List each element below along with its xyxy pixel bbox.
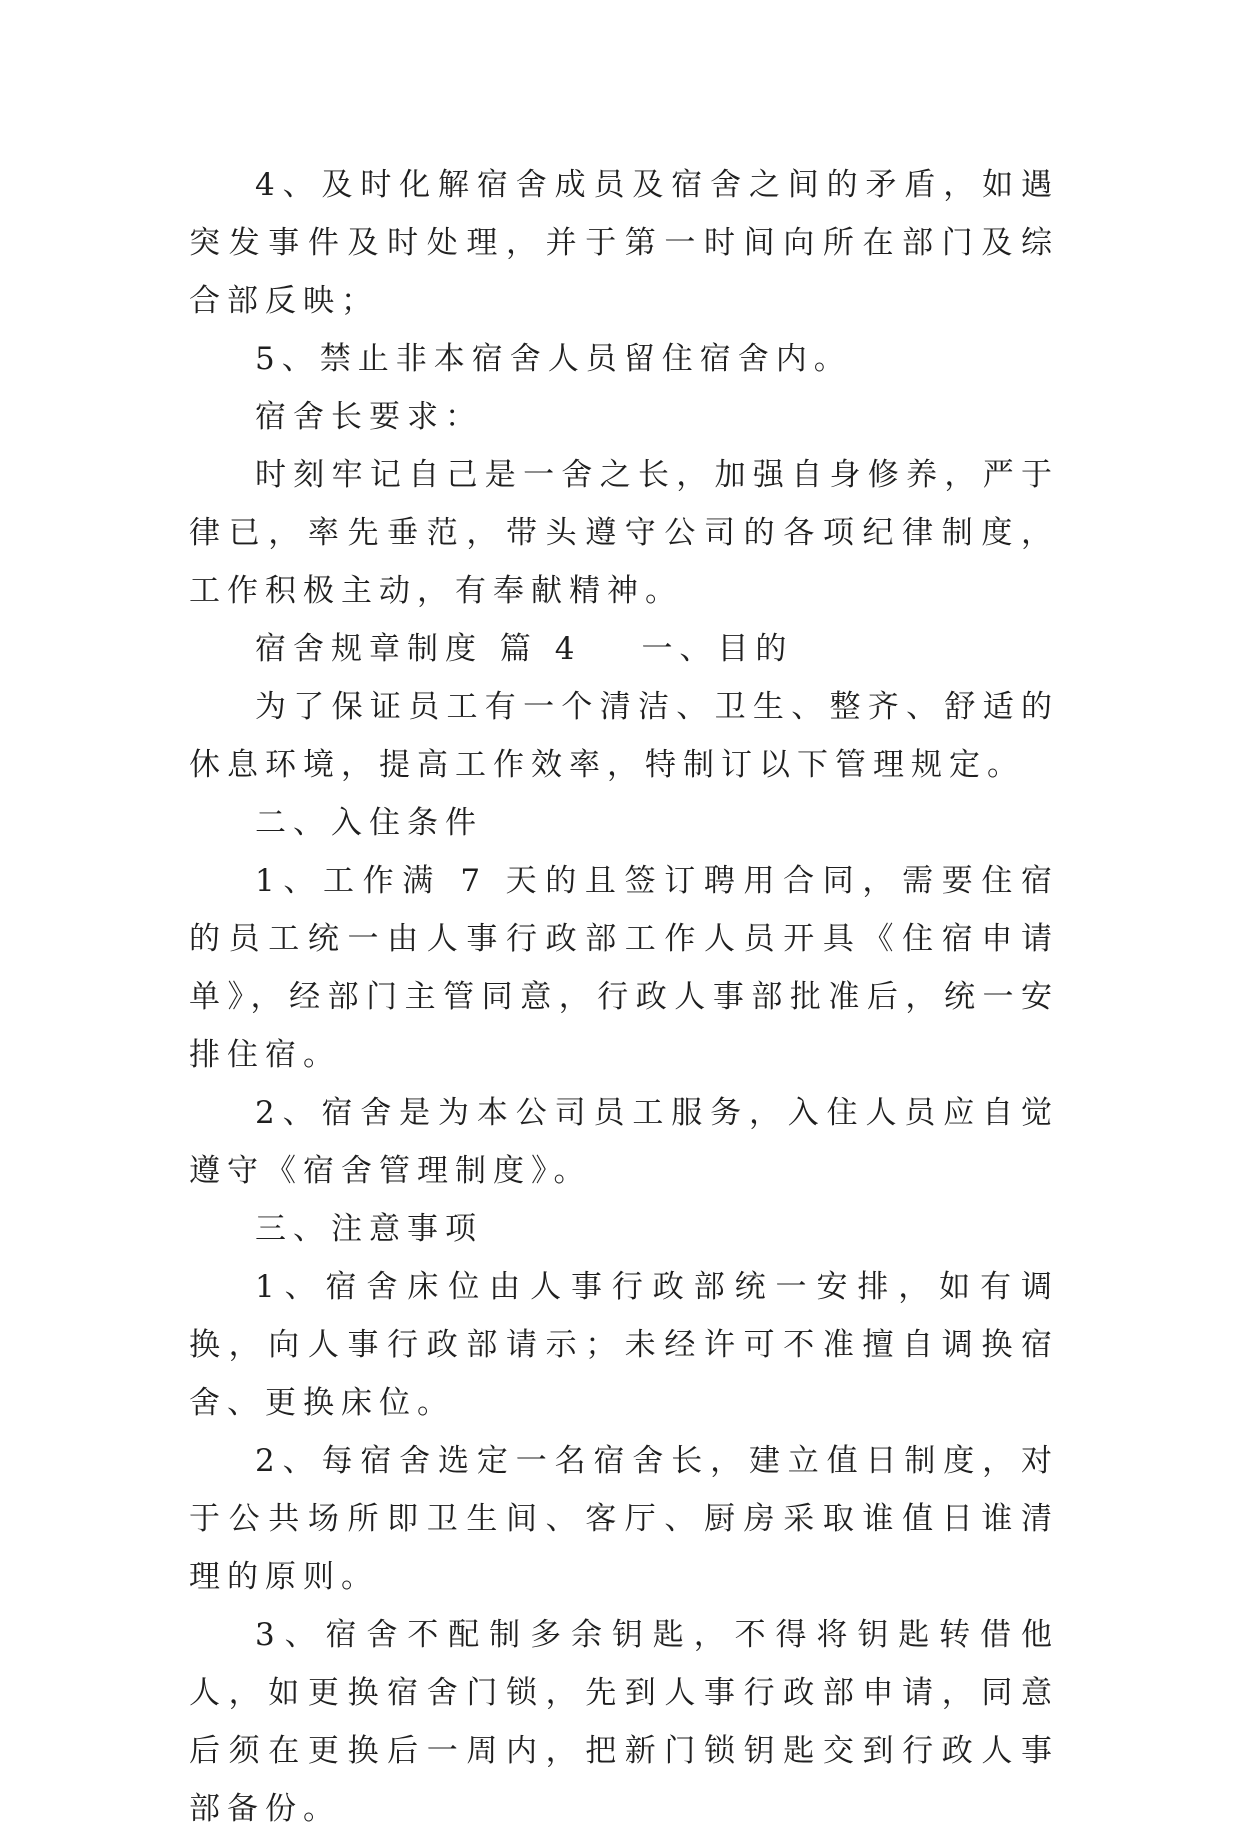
paragraph-item-4: 4、及时化解宿舍成员及宿舍之间的矛盾，如遇突发事件及时处理，并于第一时间向所在部门及综合部反映；	[189, 167, 1059, 319]
purpose-paragraph: 为了保证员工有一个清洁、卫生、整齐、舒适的休息环境，提高工作效率，特制订以下管理规定。	[189, 689, 1059, 783]
document-body	[189, 156, 1059, 1838]
paragraph-item-5: 5、禁止非本宿舍人员留住宿舍内。	[255, 341, 852, 377]
notes-heading: 三、注意事项	[255, 1211, 483, 1247]
section-heading	[189, 620, 1059, 678]
section-title: 宿舍规章制度	[255, 631, 483, 667]
checkin-conditions-heading: 二、入住条件	[255, 805, 483, 841]
section-part: 篇 4	[499, 631, 582, 667]
checkin-item-1: 1、工作满 7 天的且签订聘用合同，需要住宿的员工统一由人事行政部工作人员开具《住宿申请单》，经部门主管同意，行政人事部批准后，统一安排住宿。	[189, 863, 1059, 1073]
notes-item-1: 1、宿舍床位由人事行政部统一安排，如有调换，向人事行政部请示；未经许可不准擅自调换宿舍、更换床位。	[189, 1269, 1059, 1421]
purpose-heading: 一、目的	[641, 631, 794, 667]
dorm-leader-requirements: 时刻牢记自己是一舍之长，加强自身修养，严于律已，率先垂范，带头遵守公司的各项纪律制度，工作积极主动，有奉献精神。	[189, 457, 1059, 609]
checkin-item-2: 2、宿舍是为本公司员工服务，入住人员应自觉遵守《宿舍管理制度》。	[189, 1095, 1059, 1189]
notes-item-2: 2、每宿舍选定一名宿舍长，建立值日制度，对于公共场所即卫生间、客厅、厨房采取谁值日谁清理的原则。	[189, 1443, 1059, 1595]
dorm-leader-heading: 宿舍长要求：	[255, 399, 483, 435]
notes-item-3: 3、宿舍不配制多余钥匙，不得将钥匙转借他人，如更换宿舍门锁，先到人事行政部申请，同意后须在更换后一周内，把新门锁钥匙交到行政人事部备份。	[189, 1617, 1059, 1827]
